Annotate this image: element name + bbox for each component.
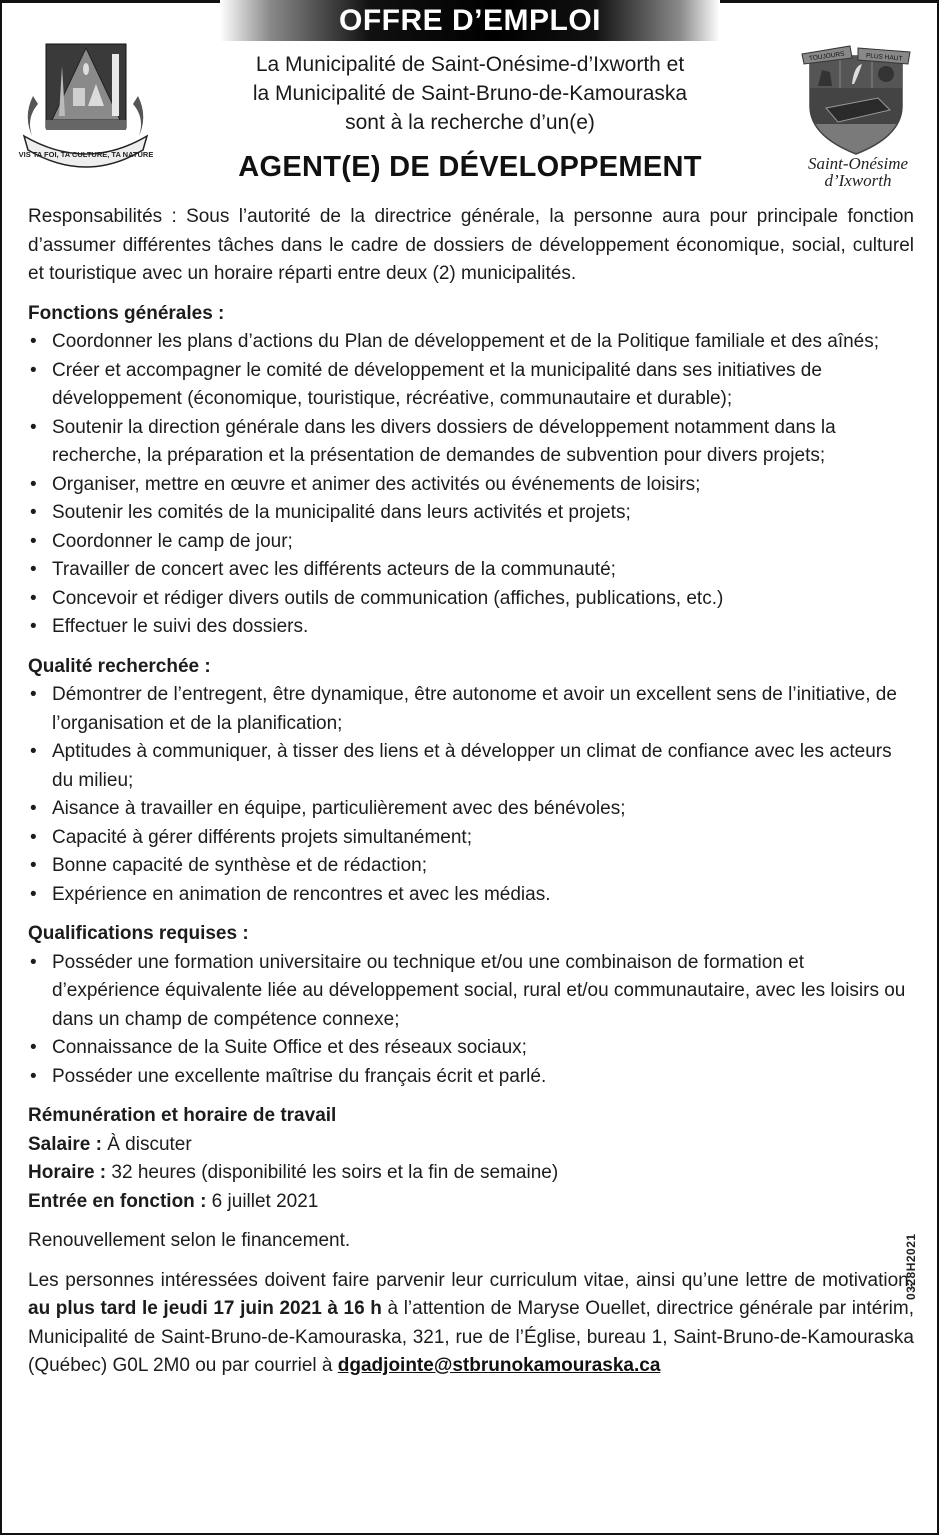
application-paragraph: Les personnes intéressées doivent faire parvenir leur curriculum vitae, ainsi qu’une lettre de motivation, au plus tard le jeudi 17 juin 2021 à 16 h à l’attention de Maryse Ouellet, directrice générale par intérim, Municipalité de Saint-Bruno-de-Kamouraska, 321, rue de l’Église, bureau 1, Saint-Bruno-de-Kamouraska (Québec) G0L 2M0 ou par courriel à dgadjointe@stbrunokamouraska.ca: [28, 1269, 914, 1376]
horaire-value: 32 heures (disponibilité les soirs et la fin de semaine): [106, 1162, 559, 1183]
list-item: • Démontrer de l’entregent, être dynamique, être autonome et avoir un excellent sens de l’initiative, de l’organisation et de la planification;: [28, 681, 914, 738]
list-item: • Bonne capacité de synthèse et de rédaction;: [28, 852, 914, 881]
bullet-icon: •: [30, 587, 37, 609]
qualites-title: Qualité recherchée :: [28, 655, 211, 677]
bullet-icon: •: [30, 1037, 37, 1058]
list-item: • Travailler de concert avec les différents acteurs de la communauté;: [28, 556, 914, 585]
crest-name-line2: d’Ixworth: [824, 171, 892, 190]
list-item: • Aptitudes à communiquer, à tisser des liens et à développer un climat de confiance avec les acteurs du milieu;: [28, 738, 914, 795]
bullet-icon: •: [30, 616, 37, 637]
intro-line: La Municipalité de Saint-Onésime-d’Ixworth et: [255, 53, 685, 76]
fonctions-title: Fonctions générales :: [28, 302, 225, 324]
list-item: • Capacité à gérer différents projets simultanément;: [28, 824, 914, 853]
list-item: • Concevoir et rédiger divers outils de communication (affiches, publications, etc.): [28, 585, 914, 614]
bullet-icon: •: [30, 559, 37, 580]
bullet-icon: •: [30, 798, 37, 819]
list-item: • Posséder une formation universitaire ou technique et/ou une combinaison de formation et d’expérience équivalente liée au développement social, rural et/ou communautaire, avec les loisirs ou dans un champ de compétence connexe;: [28, 949, 914, 1035]
intro-line: sont à la recherche d’un(e): [345, 111, 595, 134]
renouvellement-text: Renouvellement selon le financement.: [28, 1230, 351, 1251]
bullet-icon: •: [30, 473, 37, 495]
qualifications-title: Qualifications requises :: [28, 923, 249, 944]
bullet-icon: •: [30, 416, 37, 438]
list-item: • Aisance à travailler en équipe, particulièrement avec des bénévoles;: [28, 795, 914, 824]
salaire-line: [28, 1131, 914, 1160]
horaire-label: Horaire :: [28, 1162, 107, 1183]
bullet-icon: •: [30, 741, 37, 762]
list-item: • Expérience en animation de rencontres et avec les médias.: [28, 881, 914, 910]
horaire-line: [28, 1159, 914, 1188]
reference-code: 0328H2021: [904, 1233, 918, 1300]
saint-onesime-crest-icon: [796, 36, 916, 191]
email-link[interactable]: dgadjointe@stbrunokamouraska.ca: [337, 1355, 661, 1376]
bullet-icon: •: [30, 826, 37, 848]
banner-title: OFFRE D’EMPLOI: [339, 3, 601, 37]
crest-banner-left: TOUJOURS: [808, 50, 845, 63]
salaire-label: Salaire :: [28, 1133, 102, 1155]
bullet-icon: •: [30, 502, 37, 523]
crest-banner-right: PLUS HAUT: [865, 52, 903, 63]
entree-value: 6 juillet 2021: [206, 1190, 319, 1212]
ad-content: [28, 203, 914, 1381]
job-title: AGENT(E) DE DÉVELOPPEMENT: [238, 151, 702, 183]
bullet-icon: •: [30, 530, 37, 552]
deadline: au plus tard le jeudi 17 juin 2021 à 16 h: [28, 1298, 382, 1319]
header-banner: [220, 0, 720, 41]
list-item: • Coordonner le camp de jour;: [28, 528, 914, 557]
bullet-icon: •: [30, 684, 37, 705]
list-item: • Connaissance de la Suite Office et des réseaux sociaux;: [28, 1034, 914, 1063]
list-item: • Créer et accompagner le comité de développement et la municipalité dans ses initiatives de développement (économique, touristique, récréative, communautaire et durable);: [28, 357, 914, 414]
intro-line: la Municipalité de Saint-Bruno-de-Kamouraska: [252, 82, 688, 105]
list-item: • Organiser, mettre en œuvre et animer des activités ou événements de loisirs;: [28, 471, 914, 500]
bullet-icon: •: [30, 331, 37, 352]
bullet-icon: •: [30, 855, 37, 876]
municipal-crest-icon: [18, 36, 153, 171]
bullet-icon: •: [30, 951, 37, 973]
list-item: • Coordonner les plans d’actions du Plan de développement et de la Politique familiale et des aînés;: [28, 328, 914, 357]
entree-line: [28, 1188, 914, 1217]
salaire-value: À discuter: [101, 1133, 192, 1155]
bullet-icon: •: [30, 1065, 37, 1087]
entree-label: Entrée en fonction :: [28, 1190, 207, 1212]
crest-motto: VIS TA FOI, TA CULTURE, TA NATURE: [18, 150, 153, 159]
fonctions-list: [28, 328, 914, 642]
qualites-list: [28, 681, 914, 909]
bullet-icon: •: [30, 359, 37, 381]
remuneration-title: Rémunération et horaire de travail: [28, 1105, 337, 1126]
list-item: • Effectuer le suivi des dossiers.: [28, 613, 914, 642]
qualifications-list: [28, 949, 914, 1092]
crest-name-line1: Saint-Onésime: [807, 154, 909, 173]
list-item: • Soutenir la direction générale dans les divers dossiers de développement notamment dans la recherche, la préparation et la présentation de demandes de subvention pour divers projets;: [28, 414, 914, 471]
list-item: • Posséder une excellente maîtrise du français écrit et parlé.: [28, 1063, 914, 1092]
intro-text: [180, 50, 760, 137]
list-item: • Soutenir les comités de la municipalité dans leurs activités et projets;: [28, 499, 914, 528]
bullet-icon: •: [30, 883, 37, 905]
responsabilites-paragraph: Responsabilités : Sous l’autorité de la directrice générale, la personne aura pour principale fonction d’assumer différentes tâches dans le cadre de dossiers de développement économique, social, culturel et touristique avec un horaire réparti entre deux (2) municipalités.: [28, 206, 914, 284]
